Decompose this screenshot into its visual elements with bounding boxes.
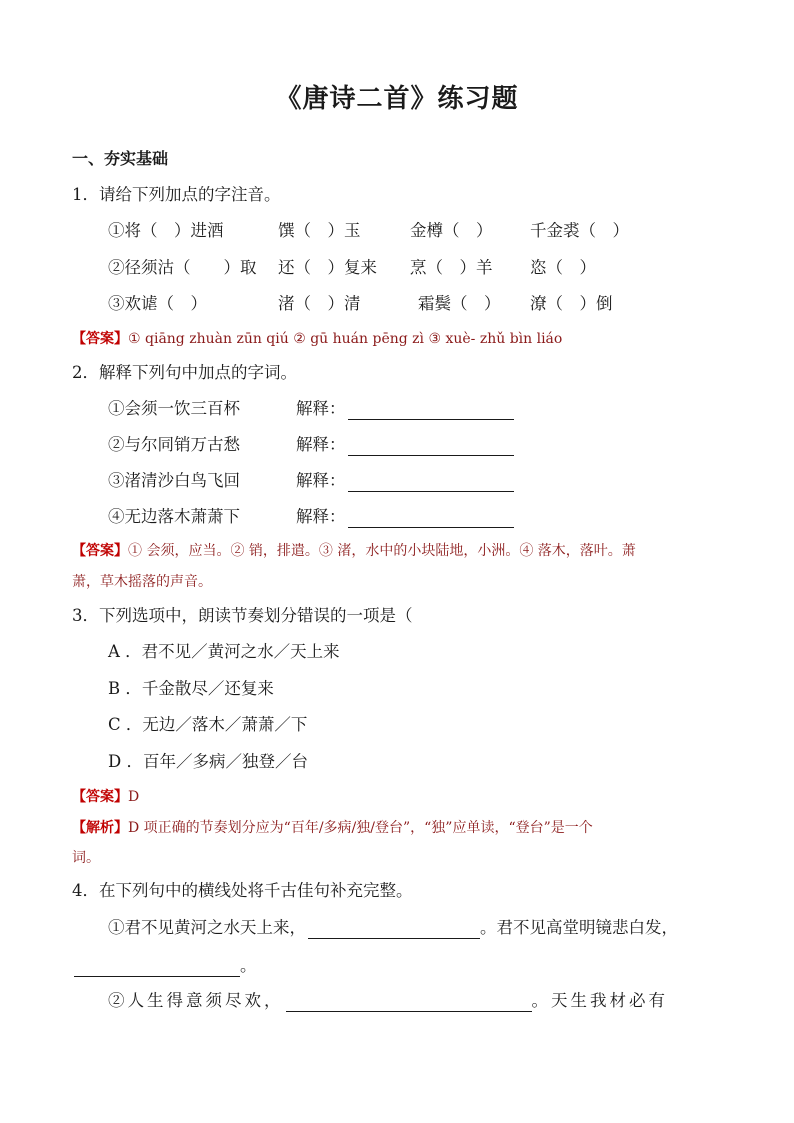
q4-sentence1 [108,917,678,939]
q2-stem: 2．解释下列句中加点的字词。 [72,363,297,382]
q4-s1-end: 。 [240,956,257,975]
q1-row1-item1: ①将（ ）进酒 [108,221,224,240]
answer-text: D [128,789,140,805]
q2-item4-blank[interactable] [348,511,514,528]
q1-row3-item2: 渚（ ）清 [278,294,361,313]
q1-answer [72,328,562,350]
q2-item1-answer-field [296,398,514,420]
q3-stem: 3．下列选项中，朗读节奏划分错误的一项是（ [72,606,413,625]
q2-item3-answer-field [296,470,514,492]
q4-sentence2 [108,990,668,1012]
q2-item1-label: 解释： [296,399,346,418]
q1-row1-item2: 馔（ ）玉 [278,221,361,240]
q2-item3-blank[interactable] [348,475,514,492]
q4-s2-blank1[interactable] [286,995,532,1012]
answer-text: ① qiāng zhuàn zūn qiú ② gū huán pēng zì ③ xuè- zhǔ bìn liáo [128,331,563,347]
q2-item4-label: 解释： [296,507,346,526]
q1-row3-item3: 霜鬓（ ） [418,294,501,313]
q1-row3-item1: ③欢谑（ ） [108,294,207,313]
q2-item1-blank[interactable] [348,403,514,420]
section-heading: 一、夯实基础 [72,149,169,168]
answer-tag: 【答案】 [72,789,128,805]
q4-s1-part2: 。君不见高堂明镜悲白发， [480,918,678,937]
q2-item4-answer-field [296,506,514,528]
q2-item3-text: ③渚清沙白鸟飞回 [108,471,240,490]
q1-row2-item3: 烹（ ）羊 [410,258,493,277]
q3-option-c: C ．无边／落木／萧萧／下 [108,715,308,734]
analysis-tag: 【解析】 [72,820,128,836]
q1-row1-item4: 千金裘（ ） [530,221,629,240]
q2-answer-line2: 萧，草木摇落的声音。 [72,574,212,590]
analysis-text: D 项正确的节奏划分应为“百年/多病/独/登台”，“独”应单读，“登台”是一个 [128,820,593,836]
q3-analysis-line2: 词。 [72,850,100,866]
q4-s1-part1: ①君不见黄河之水天上来， [108,918,306,937]
q4-s1-blank1[interactable] [308,922,480,939]
q2-item2-text: ②与尔同销万古愁 [108,435,240,454]
q1-row2-item2: 还（ ）复来 [278,258,377,277]
q4-stem: 4．在下列句中的横线处将千古佳句补充完整。 [72,881,413,900]
page-title: 《唐诗二首》练习题 [275,84,519,114]
q2-answer-line1 [72,540,636,562]
q3-answer [72,786,139,808]
q2-item2-label: 解释： [296,435,346,454]
q3-option-a: A ．君不见／黄河之水／天上来 [108,642,340,661]
q1-stem: 1．请给下列加点的字注音。 [72,185,281,204]
q2-item3-label: 解释： [296,471,346,490]
q3-analysis-line1 [72,817,593,839]
q4-s2-part2: 。天生我材必有 [531,991,668,1010]
answer-text: ① 会须，应当。② 销，排遣。③ 渚，水中的小块陆地，小洲。④ 落木，落叶。萧 [128,543,636,559]
answer-tag: 【答案】 [72,543,128,559]
q4-s1-blank2[interactable] [74,960,240,977]
q1-row2-item4: 恣（ ） [530,258,596,277]
q1-row2-item1: ②径须沽（ ）取 [108,258,257,277]
q2-item2-blank[interactable] [348,439,514,456]
q2-item2-answer-field [296,434,514,456]
q3-option-b: B ．千金散尽／还复来 [108,679,274,698]
answer-tag: 【答案】 [72,331,128,347]
q2-item1-text: ①会须一饮三百杯 [108,399,240,418]
q4-s2-part1: ②人生得意须尽欢， [108,991,284,1010]
q1-row3-item4: 潦（ ）倒 [530,294,613,313]
q2-item4-text: ④无边落木萧萧下 [108,507,240,526]
q3-option-d: D ．百年／多病／独登／台 [108,752,308,771]
q4-sentence1-cont [72,955,257,977]
q1-row1-item3: 金樽（ ） [410,221,493,240]
